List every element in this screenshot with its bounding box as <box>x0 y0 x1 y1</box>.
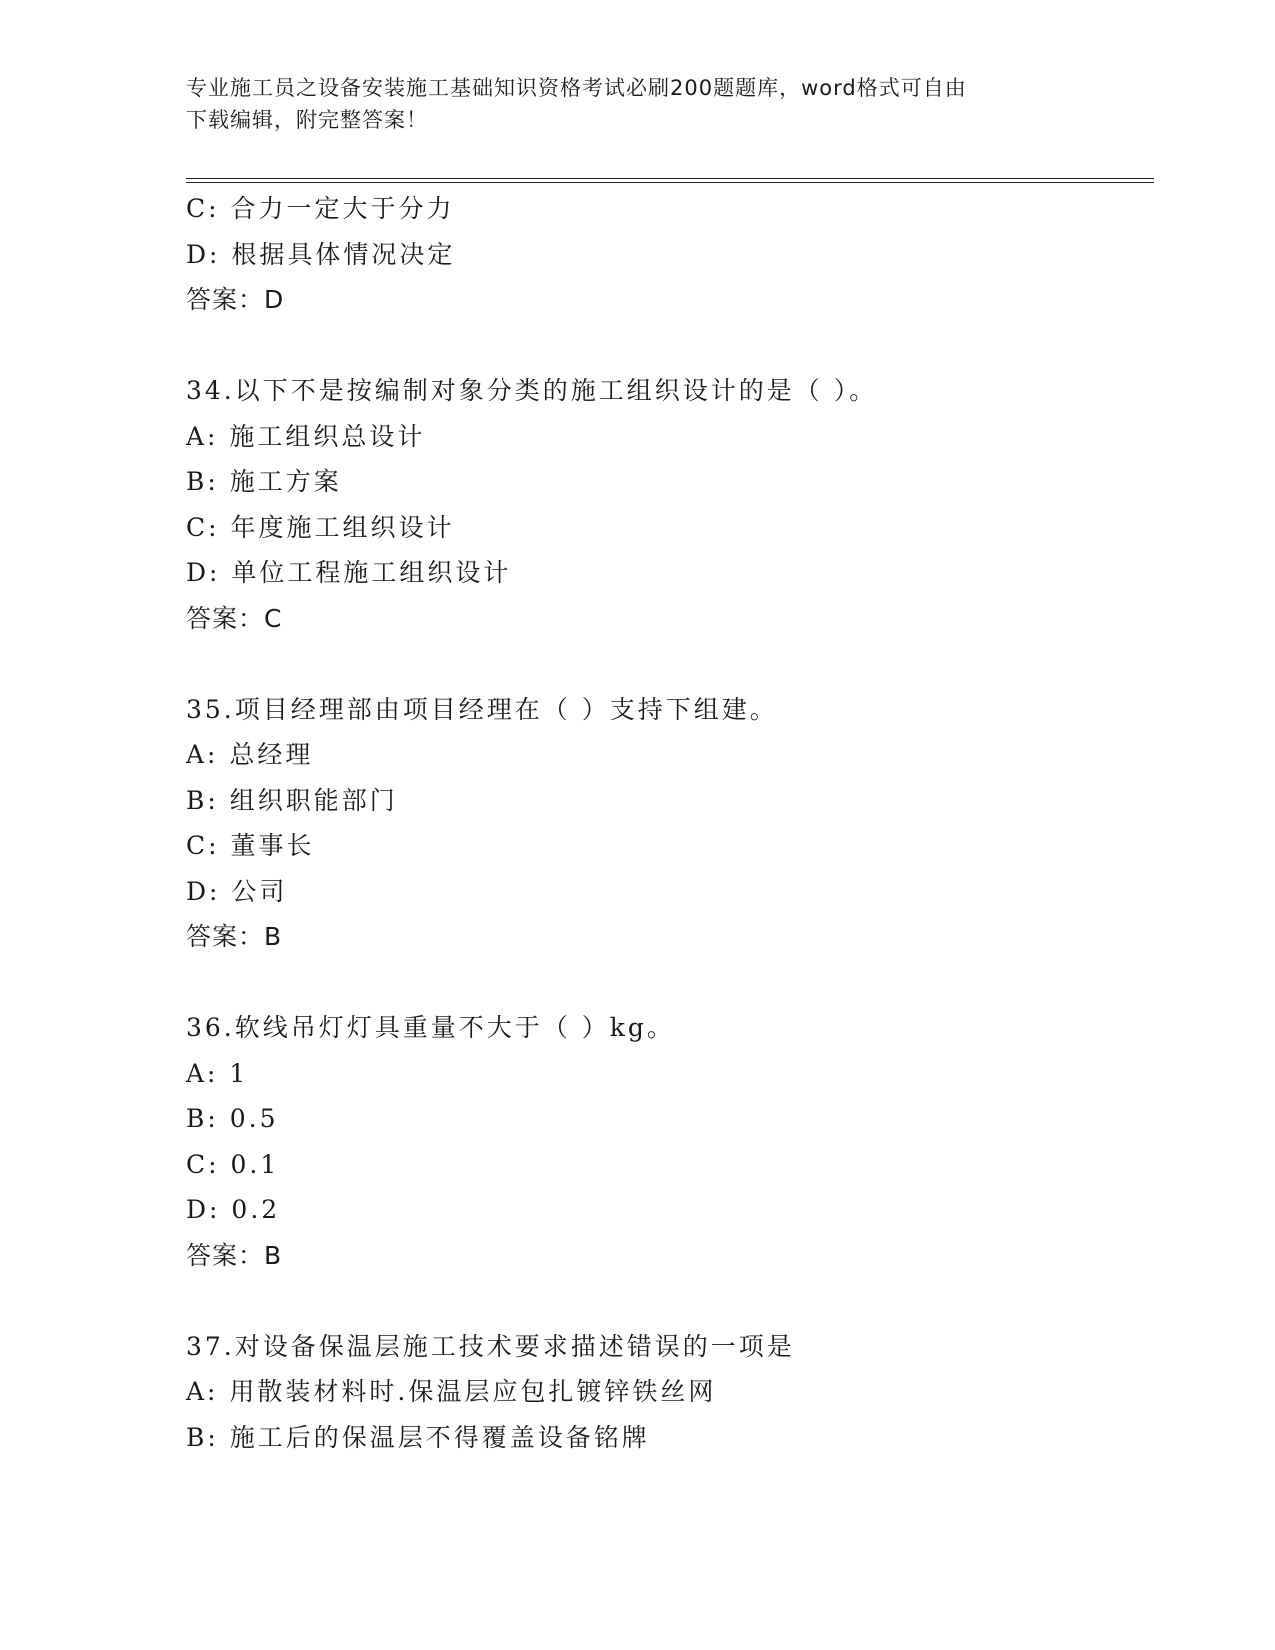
q35-option-d: D: 公司 <box>186 876 288 906</box>
spacer <box>186 960 1154 1006</box>
spacer <box>186 1278 1154 1324</box>
q37-option-b: B: 施工后的保温层不得覆盖设备铭牌 <box>186 1422 650 1452</box>
question-list <box>186 186 1154 1460</box>
q34-option-b: B: 施工方案 <box>186 467 342 496</box>
q33-option-c: C: 合力一定大于分力 <box>186 194 455 223</box>
q35-answer: 答案：B <box>186 922 283 951</box>
q35-option-a: A: 总经理 <box>186 740 314 769</box>
q36-option-a: A: 1 <box>186 1058 249 1088</box>
q33-option-d: D: 根据具体情况决定 <box>186 239 456 269</box>
q35-question: 35.项目经理部由项目经理在（ ）支持下组建。 <box>186 694 778 724</box>
document-header <box>186 72 1066 136</box>
q34-answer: 答案：C <box>186 603 283 633</box>
q37-question: 37.对设备保温层施工技术要求描述错误的一项是 <box>186 1331 795 1361</box>
q36-option-c: C: 0.1 <box>186 1149 280 1179</box>
q34-option-a: A: 施工组织总设计 <box>186 421 426 451</box>
header-title-line-1: 专业施工员之设备安装施工基础知识资格考试必刷200题题库，word格式可自由 <box>186 76 967 100</box>
q33-answer: 答案：D <box>186 285 285 314</box>
spacer <box>186 323 1154 369</box>
q34-option-d: D: 单位工程施工组织设计 <box>186 558 512 587</box>
q34-option-c: C: 年度施工组织设计 <box>186 512 455 542</box>
header-divider-bottom <box>186 182 1154 183</box>
q36-answer: 答案：B <box>186 1240 283 1270</box>
header-divider-top <box>186 178 1154 179</box>
header-title-line-2: 下载编辑，附完整答案！ <box>186 108 428 132</box>
q35-option-b: B: 组织职能部门 <box>186 785 398 815</box>
spacer <box>186 641 1154 687</box>
q36-option-b: B: 0.5 <box>186 1104 279 1133</box>
q37-option-a: A: 用散装材料时.保温层应包扎镀锌铁丝网 <box>186 1377 717 1406</box>
q36-option-d: D: 0.2 <box>186 1195 281 1224</box>
q34-question: 34.以下不是按编制对象分类的施工组织设计的是（ ）。 <box>186 376 878 405</box>
q35-option-c: C: 董事长 <box>186 831 315 860</box>
q36-question: 36.软线吊灯灯具重量不大于（ ）kg。 <box>186 1013 675 1042</box>
